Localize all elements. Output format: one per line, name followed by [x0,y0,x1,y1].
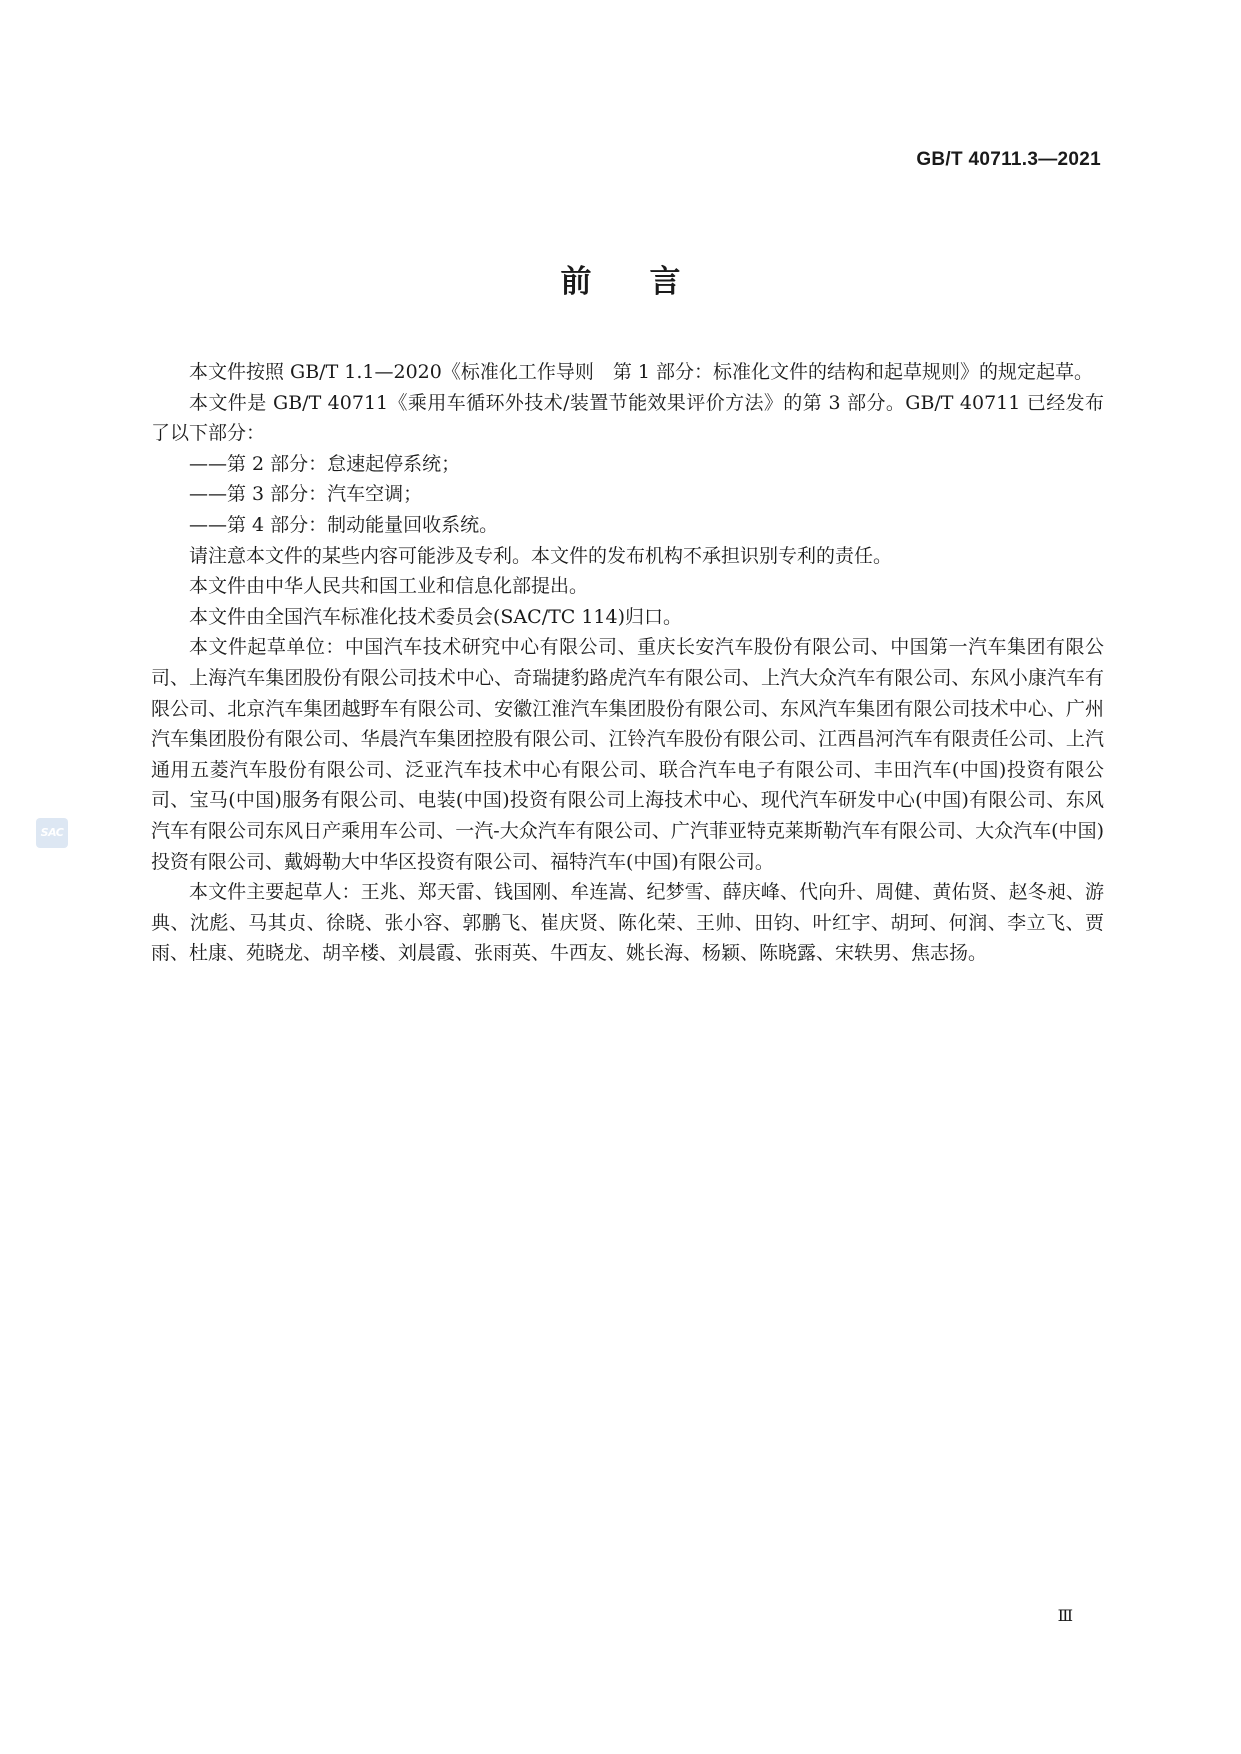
paragraph-proposer: 本文件由中华人民共和国工业和信息化部提出。 [189,575,589,598]
list-item-part-3: ——第 3 部分：汽车空调； [189,483,423,506]
list-item-part-2: ——第 2 部分：怠速起停系统； [189,452,461,475]
page-number: Ⅲ [1057,1606,1073,1625]
paragraph-series-intro: 本文件是 GB/T 40711《乘用车循环外技术/装置节能效果评价方法》的第 3 部分。GB/T 40711 已经发布了以下部分： [151,391,1104,445]
paragraph-committee: 本文件由全国汽车标准化技术委员会(SAC/TC 114)归口。 [189,605,683,628]
paragraph-drafters: 本文件主要起草人：王兆、郑天雷、钱国刚、牟连嵩、纪梦雪、薛庆峰、代向升、周健、黄佑贤、赵冬昶、游典、沈彪、马其贞、徐晓、张小容、郭鹏飞、崔庆贤、陈化荣、王帅、田钧、叶红宇、胡珂、何润、李立飞、贾雨、杜康、苑晓龙、胡辛楼、刘晨霞、张雨英、牛西友、姚长海、杨颖、陈晓露、宋轶男、焦志扬。 [151,881,1104,965]
paragraph-drafting-units: 本文件起草单位：中国汽车技术研究中心有限公司、重庆长安汽车股份有限公司、中国第一汽车集团有限公司、上海汽车集团股份有限公司技术中心、奇瑞捷豹路虎汽车有限公司、上汽大众汽车有限公司、东风小康汽车有限公司、北京汽车集团越野车有限公司、安徽江淮汽车集团股份有限公司、东风汽车集团有限公司技术中心、广州汽车集团股份有限公司、华晨汽车集团控股有限公司、江铃汽车股份有限公司、江西昌河汽车有限责任公司、上汽通用五菱汽车股份有限公司、泛亚汽车技术中心有限公司、联合汽车电子有限公司、丰田汽车(中国)投资有限公司、宝马(中国)服务有限公司、电装(中国)投资有限公司上海技术中心、现代汽车研发中心(中国)有限公司、东风汽车有限公司东风日产乘用车公司、一汽-大众汽车有限公司、广汽菲亚特克莱斯勒汽车有限公司、大众汽车(中国)投资有限公司、戴姆勒大中华区投资有限公司、福特汽车(中国)有限公司。 [151,636,1104,873]
foreword-body [151,357,1104,969]
list-item-part-4: ——第 4 部分：制动能量回收系统。 [189,513,499,536]
page-title: 前言 [560,264,739,300]
sac-watermark-logo: SAC [36,818,68,848]
standard-code: GB/T 40711.3—2021 [916,149,1101,170]
paragraph-patent-notice: 请注意本文件的某些内容可能涉及专利。本文件的发布机构不承担识别专利的责任。 [189,544,893,567]
paragraph-drafting-rules: 本文件按照 GB/T 1.1—2020《标准化工作导则 第 1 部分：标准化文件的结构和起草规则》的规定起草。 [189,361,1094,383]
